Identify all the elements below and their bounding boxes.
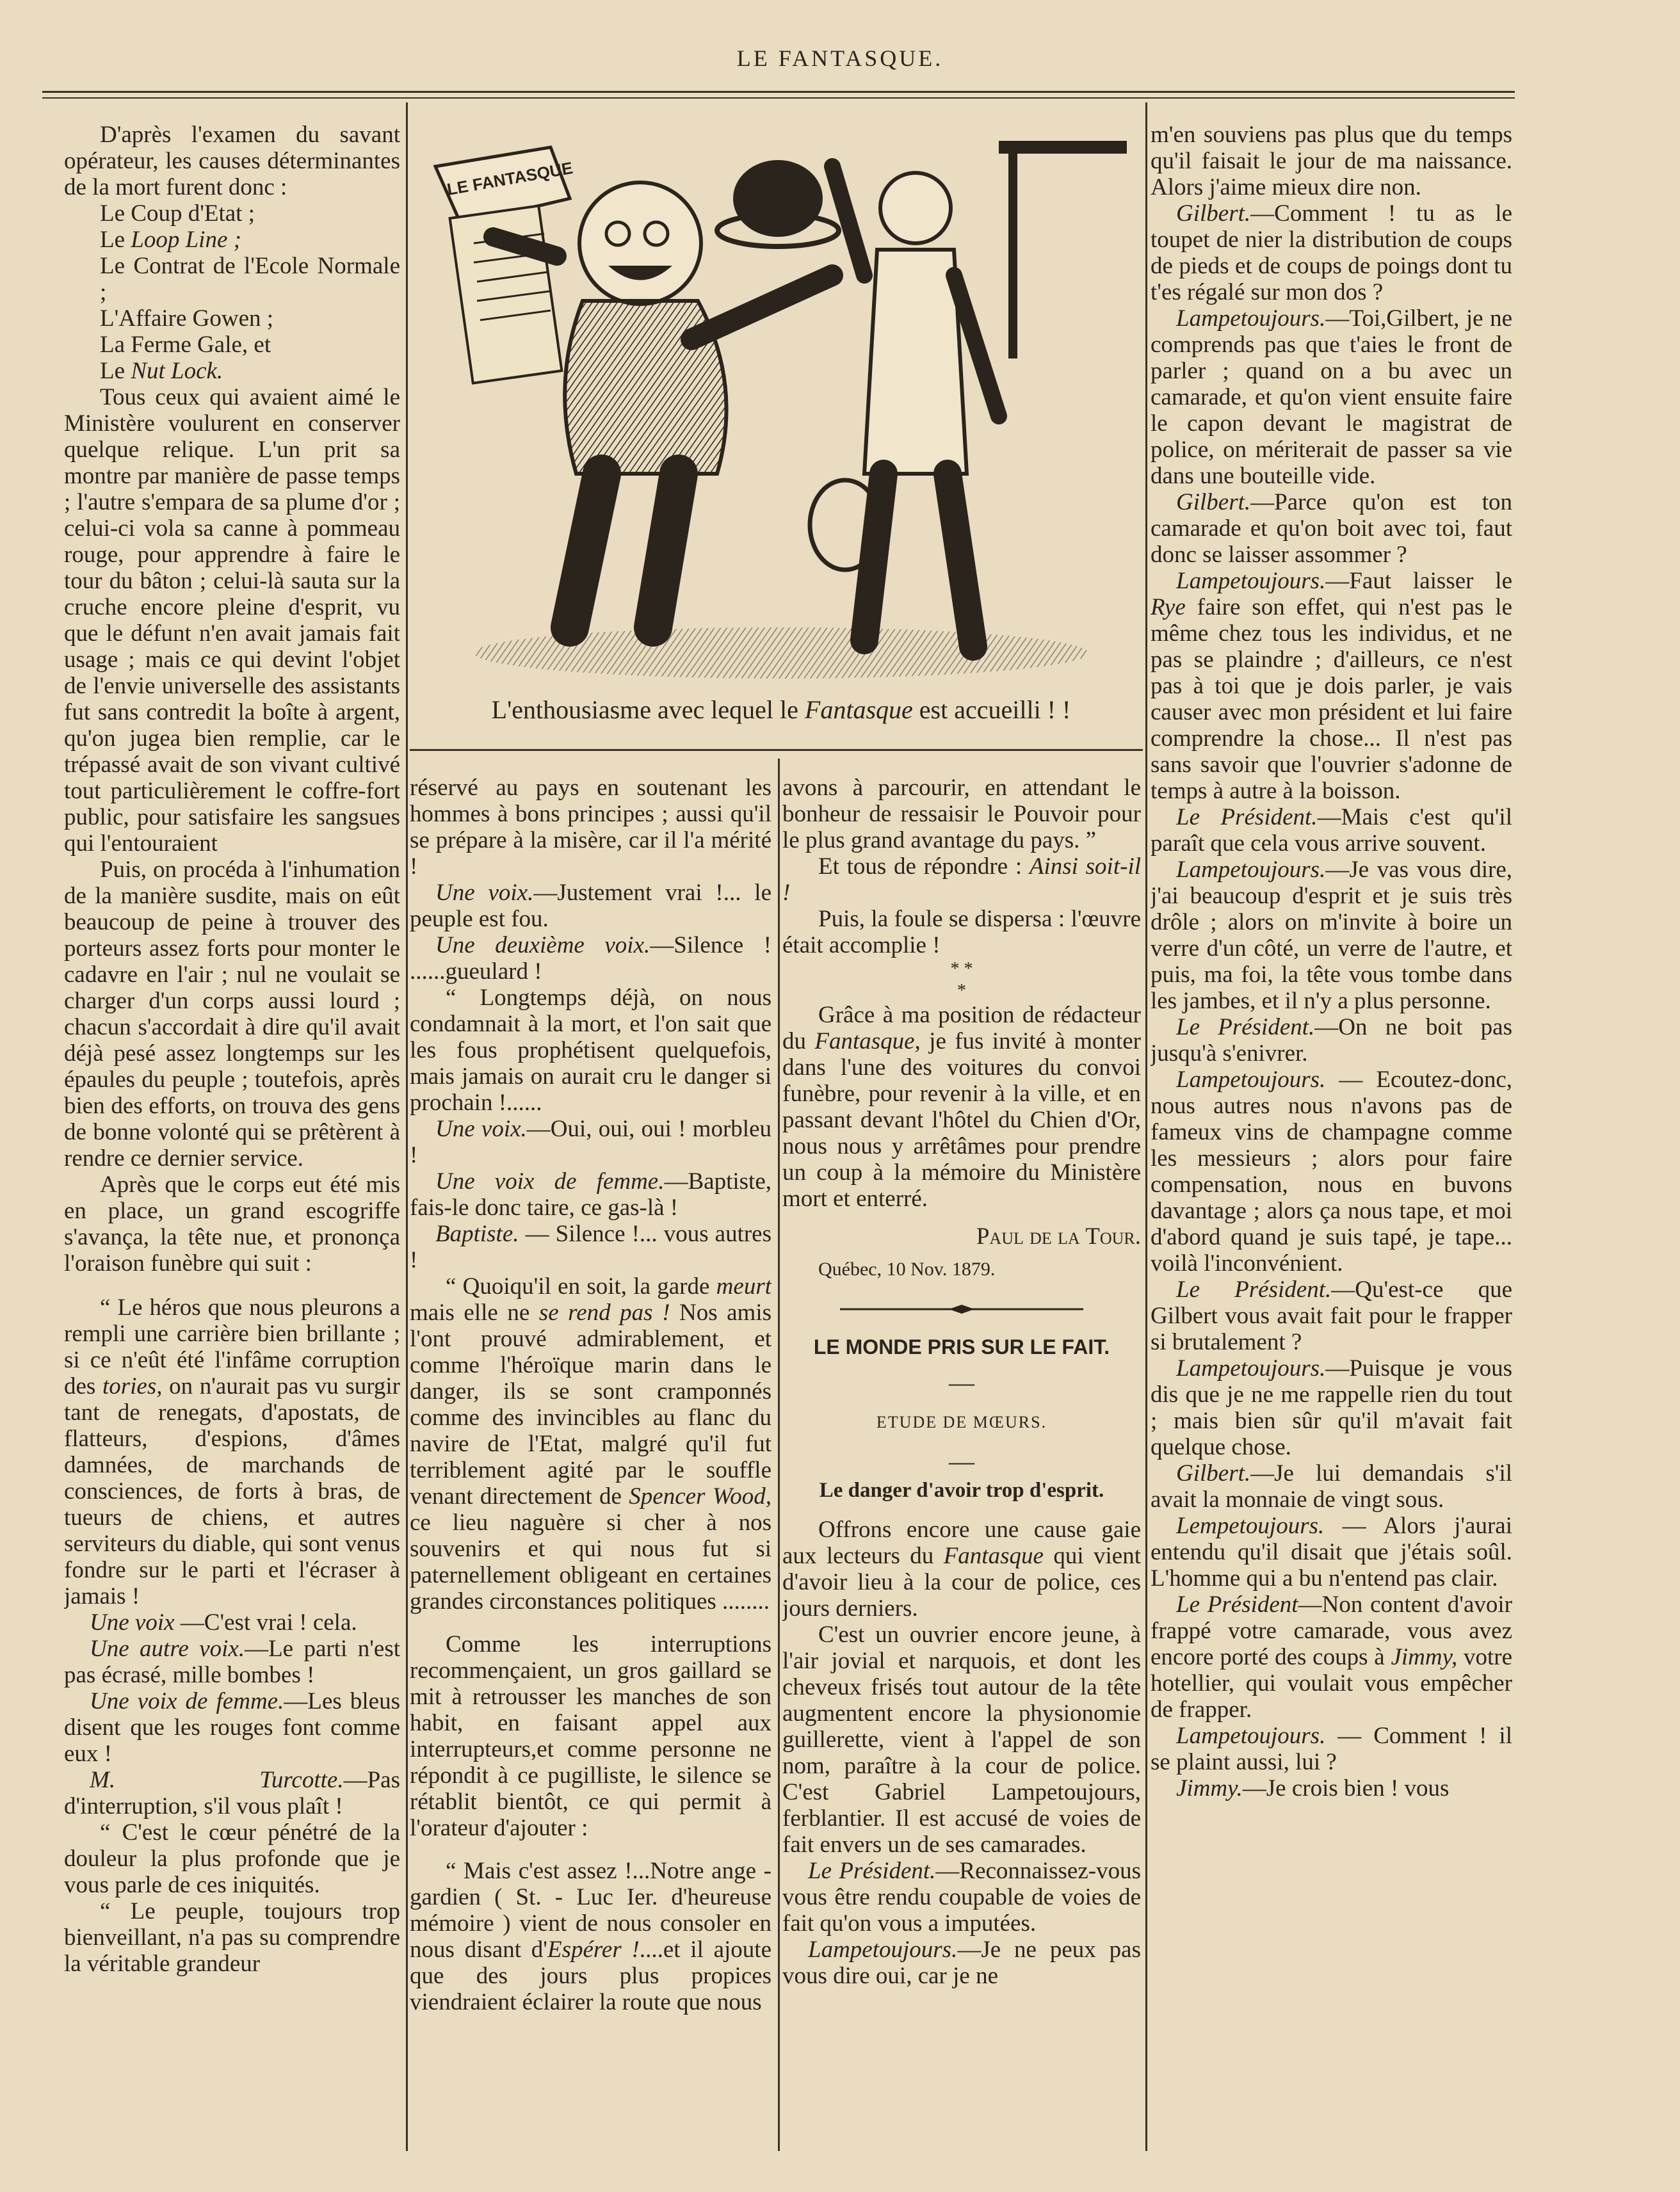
dialogue-line: Gilbert.—Je lui demandais s'il avait la monnaie de vingt sous.	[1151, 1460, 1512, 1513]
column-1	[64, 122, 400, 2151]
dialogue-line: Le Président.—Qu'est-ce que Gilbert vous avait fait pour le frapper si brutalement ?	[1151, 1277, 1512, 1355]
dialogue-line: Gilbert.—Parce qu'on est ton camarade et qu'on boit avec toi, faut donc se laisser assommer ?	[1151, 489, 1512, 568]
ornament-divider	[782, 1295, 1141, 1321]
column-3	[782, 775, 1141, 2151]
dialogue-line: Le Président.—Mais c'est qu'il paraît que cela vous arrive souvent.	[1151, 804, 1512, 857]
dialogue-line: Une voix de femme.—Baptiste, fais-le donc taire, ce gas-là !	[410, 1168, 771, 1221]
dialogue-line: Lampetoujours.—Je vas vous dire, j'ai beaucoup d'esprit et je suis très drôle ; alors on m'invite à boire un verre d'un côté, un verre de l'autre, et puis, ma foi, la tête vous tombe dans les jambes, et il n'y a plus personne.	[1151, 857, 1512, 1014]
dialogue-line: Une voix —C'est vrai ! cela.	[90, 1609, 357, 1636]
dialogue-line: Le Président.—On ne boit pas jusqu'à s'enivrer.	[1151, 1014, 1512, 1067]
oration-paragraph: “ Quoiqu'il en soit, la garde meurt mais elle ne se rend pas ! Nos amis l'ont prouvé admirablement, et comme l'héroïque marin dans le danger, ils se sont cramponnés comme des invincibles au flanc du navire de l'Etat, malgré qu'il fut terriblement agité par le souffle venant directement de Spencer Wood, ce lieu naguère si cher à nos souvenirs et qui nous fut si paternellement obligeant en certaines grandes circonstances politiques ........	[410, 1273, 771, 1615]
dialogue-line: Lempetoujours. — Alors j'aurai entendu qu'il disait que j'étais soûl. L'homme qui a bu n'entend pas clair.	[1151, 1513, 1512, 1592]
cause-item: Le Loop Line ;	[100, 227, 241, 253]
oration-paragraph: “ Le héros que nous pleurons a rempli une carrière bien brillante ; si ce n'eût été l'infâme corruption des tories, on n'aurait pas vu surgir tant de renegats, d'apostats, de flatteurs, d'espions, d'âmes damnées, de marchands de consciences, de forts à bras, de tueurs de chiens, et autres serviteurs du diable, qui sont venus fondre sur le parti et l'écraser à jamais !	[64, 1294, 400, 1609]
dialogue-line: Une voix de femme.—Les bleus disent que les rouges font comme eux !	[64, 1688, 400, 1767]
col3-paragraph: Et tous de répondre : Ainsi soit-il !	[782, 853, 1141, 906]
dialogue-line: Le Président—Non content d'avoir frappé votre camarade, vous avez encore porté des coups à Jimmy, votre hotellier, qui voulait vous empêcher de frapper.	[1151, 1592, 1512, 1723]
col3-paragraph: avons à parcourir, en attendant le bonheur de ressaisir le Pouvoir pour le plus grand avantage du pays. ”	[782, 775, 1141, 853]
cartoon-illustration	[423, 115, 1146, 685]
col3-paragraph: C'est un ouvrier encore jeune, à l'air jovial et narquois, et dont les cheveux frisés tout autour de la tête augmentent encore la physionomie guillerette, vient à l'appel de son nom, paraître à la cour de police. C'est Gabriel Lampetoujours, ferblantier. Il est accusé de voies de fait envers un de ses camarades.	[782, 1622, 1141, 1858]
dash-divider: —	[949, 1368, 974, 1397]
cause-item: La Ferme Gale, et	[100, 332, 271, 358]
cause-item: Le Coup d'Etat ;	[100, 200, 255, 227]
dialogue-line: Jimmy.—Je crois bien ! vous	[1176, 1775, 1450, 1801]
dialogue-line: Une deuxième voix.—Silence ! ......gueulard !	[410, 932, 771, 985]
col1-paragraph: Puis, on procéda à l'inhumation de la manière susdite, mais on eût beaucoup de peine à trouver des porteurs assez forts pour monter le cadavre en l'air ; nul ne voulait se charger d'un corps aussi lourd ; chacun s'accordait à dire qu'il avait déjà pesé assez longtemps sur les épaules du peuple ; toutefois, après bien des efforts, on trouva des gens de bonne volonté qui se prêtèrent à rendre ce dernier service.	[64, 857, 400, 1172]
cause-item: Le Nut Lock.	[100, 358, 223, 384]
top-hat-icon	[717, 160, 839, 246]
col1-intro: D'après l'examen du savant opérateur, les causes déterminantes de la mort furent donc :	[64, 122, 400, 200]
dialogue-line: Une voix.—Oui, oui, oui ! morbleu !	[410, 1116, 771, 1168]
dialogue-line: Lampetoujours.—Faut laisser le Rye faire son effet, qui n'est pas le même chez tous les individus, et ne pas se plaindre ; d'ailleurs, ce n'est pas à toi que je dois parler, je vais causer avec mon président et lui faire comprendre la chose... Il n'est pas sans savoir que l'ouvrier s'adonne de temps à autre à la boisson.	[1151, 568, 1512, 804]
causes-list	[64, 200, 400, 384]
dialogue-line: Gilbert.—Comment ! tu as le toupet de nier la distribution de coups de pieds et de coups de poings dont tu t'es régalé sur mon dos ?	[1151, 200, 1512, 305]
oration-paragraph: “ Mais c'est assez !...Notre ange - gardien ( St. - Luc Ier. d'heureuse mémoire ) vient de nous consoler en nous disant d'Espérer !....et il ajoute que des jours plus propices viendraient éclairer la route que nous	[410, 1858, 771, 2015]
illustration-rule	[410, 749, 1143, 751]
fat-man-figure	[493, 182, 832, 627]
dialogue-line: Lampetoujours. — Ecoutez-donc, nous autres nous n'avons pas de fameux vins de champagne comme les messieurs ; alors pour faire compensation, nous en buvons davantage ; alors ça nous tape, et moi d'abord quand je suis tapé, je tape... voilà l'inconvénient.	[1151, 1067, 1512, 1277]
col1-paragraph: Tous ceux qui avaient aimé le Ministère voulurent en conserver quelque relique. L'un prit sa montre par manière de passe temps ; l'autre s'empara de sa plume d'or ; celui-ci vola sa canne à pommeau rouge, pour apprendre à faire le tour du bâton ; celui-là sauta sur la cruche encore pleine d'esprit, vu que le défunt n'en avait jamais fait usage ; mais ce qui devint l'objet de l'envie universelle des assistants fut sans contredit la boîte à argent, qu'on jugea bien remplie, car le trépassé avait de son vivant cultivé tout particulièrement le coffre-fort public, pour satisfaire les sangsues qui l'entouraient	[64, 384, 400, 857]
column-rule-2	[778, 759, 780, 2151]
header-rule	[42, 91, 1515, 93]
col3-paragraph: Grâce à ma position de rédacteur du Fantasque, je fus invité à monter dans l'une des voitures du convoi funèbre, pour revenir à la ville, et en passant devant l'hôtel du Chien d'Or, nous nous y arrêtâmes pour prendre un coup à la mémoire du Ministère mort et enterré.	[782, 1002, 1141, 1212]
dialogue-line: Lampetoujours.—Toi,Gilbert, je ne comprends pas que t'aies le front de parler ; quand on a bu avec un camarade, et qu'on vient ensuite faire le capon devant le magistrat de police, on mériterait de passer sa vie dans une bouteille vide.	[1151, 305, 1512, 489]
header-rule-thin	[42, 97, 1515, 99]
col3-paragraph: Offrons encore une cause gaie aux lecteurs du Fantasque qui vient d'avoir lieu à la cour de police, ces jours derniers.	[782, 1517, 1141, 1622]
cause-item: L'Affaire Gowen ;	[100, 305, 274, 332]
column-rule-1	[406, 102, 408, 2151]
dialogue-line: Une voix.—Justement vrai !... le peuple est fou.	[410, 880, 771, 932]
newspaper-label: LE FANTASQUE	[445, 157, 574, 199]
dialogue-line: M. Turcotte.—Pas d'interruption, s'il vous plaît !	[64, 1767, 400, 1819]
diamond-rule-icon	[840, 1303, 1083, 1316]
running-head: LE FANTASQUE.	[736, 45, 944, 71]
col1-paragraph: Après que le corps eut été mis en place, un grand escogriffe s'avança, la tête nue, et prononça l'oraison funèbre qui suit :	[64, 1172, 400, 1277]
newspaper-icon	[435, 147, 574, 383]
col3-paragraph: Puis, la foule se dispersa : l'œuvre était accomplie !	[782, 906, 1141, 958]
dialogue-line: Lampetoujours. — Comment ! il se plaint aussi, lui ?	[1151, 1723, 1512, 1775]
signature: Paul de la Tour.	[976, 1223, 1141, 1250]
article-title: Le danger d'avoir trop d'esprit.	[819, 1479, 1104, 1502]
dash-divider: —	[949, 1447, 974, 1476]
dialogue-line: Une autre voix.—Le parti n'est pas écrasé, mille bombes !	[64, 1636, 400, 1688]
cause-item: Le Contrat de l'Ecole Normale ;	[100, 253, 400, 305]
oration-paragraph: “ Longtemps déjà, on nous condamnait à la mort, et l'on sait que les fous prophétisent quelquefois, mais jamais on aurait cru le danger si prochain !......	[410, 985, 771, 1116]
illustration-caption: L'enthousiasme avec lequel le Fantasque est accueilli ! !	[491, 695, 1071, 724]
dialogue-line: Baptiste. — Silence !... vous autres !	[410, 1221, 771, 1273]
slim-man-figure	[810, 166, 999, 647]
section-title: LE MONDE PRIS SUR LE FAIT.	[813, 1335, 1110, 1358]
asterism: * * *	[950, 959, 973, 1001]
col2-paragraph: réservé au pays en soutenant les hommes à bons principes ; aussi qu'il se prépare à la misère, car il l'a mérité !	[410, 775, 771, 880]
dialogue-line: Lampetoujours.—Je ne peux pas vous dire oui, car je ne	[782, 1937, 1141, 1989]
col4-paragraph: m'en souviens pas plus que du temps qu'il faisait le jour de ma naissance. Alors j'aime mieux dire non.	[1151, 122, 1512, 200]
column-4	[1151, 122, 1512, 2151]
dialogue-line: Lampetoujours.—Puisque je vous dis que je ne me rappelle rien du tout ; mais bien sûr qu'il m'avait fait quelque chose.	[1151, 1355, 1512, 1460]
subhead: ETUDE DE MŒURS.	[876, 1413, 1047, 1431]
column-2	[410, 775, 771, 2151]
oration-paragraph: “ C'est le cœur pénétré de la douleur la plus profonde que je vous parle de ces iniquités.	[64, 1819, 400, 1898]
dateline: Québec, 10 Nov. 1879.	[818, 1259, 996, 1280]
oration-paragraph: “ Le peuple, toujours trop bienveillant, n'a pas su comprendre la véritable grandeur	[64, 1898, 400, 1977]
dialogue-line: Le Président.—Reconnaissez-vous vous être rendu coupable de voies de fait qu'on vous a imputées.	[782, 1858, 1141, 1937]
col2-paragraph: Comme les interruptions recommençaient, un gros gaillard se mit à retrousser les manches de son habit, en faisant appel aux interrupteurs,et comme personne ne répondit à ce pugilliste, le silence se rétablit bientôt, ce qui permit à l'orateur d'ajouter :	[410, 1631, 771, 1841]
